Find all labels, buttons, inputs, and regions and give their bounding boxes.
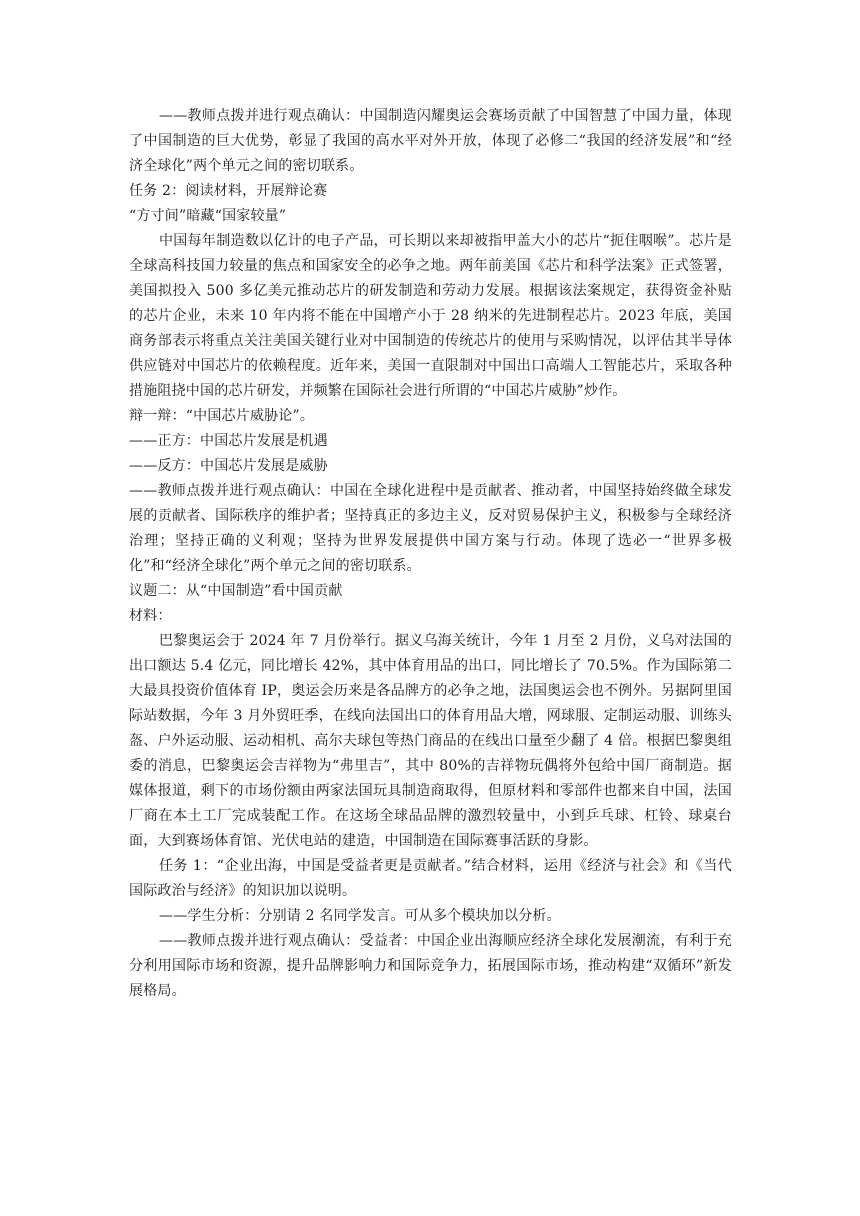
task-1-prompt: 任务 1：“企业出海，中国是受益者更是贡献者。”结合材料，运用《经济与社会》和《当代国际政治与经济》的知识加以说明。	[129, 858, 732, 899]
debate-con-side: ——反方：中国芯片发展是威胁	[129, 458, 328, 474]
document-page	[129, 104, 732, 1004]
topic-2-heading: 议题二：从“中国制造”看中国贡献	[129, 583, 343, 599]
debate-topic: 辩一辩：“中国芯片威胁论”。	[129, 408, 315, 424]
material-label: 材料：	[129, 608, 172, 624]
debate-pro-side: ——正方：中国芯片发展是机遇	[129, 433, 328, 449]
teacher-conclusion-paragraph: ——教师点拨并进行观点确认：受益者：中国企业出海顺应经济全球化发展潮流，有利于充分利用国际市场和资源，提升品牌影响力和国际竞争力，拓展国际市场，推动构建“双循环”新发展格局。	[129, 933, 732, 999]
student-analysis-paragraph: ——学生分析：分别请 2 名同学发言。可从多个模块加以分析。	[159, 908, 561, 924]
teacher-conclusion-paragraph: ——教师点拨并进行观点确认：中国在全球化进程中是贡献者、推动者，中国坚持始终做全球发展的贡献者、国际秩序的维护者；坚持真正的多边主义，反对贸易保护主义，积极参与全球经济治理；坚持正确的义利观；坚持为世界发展提供中国方案与行动。体现了选必一“世界多极化”和“经济全球化”两个单元之间的密切联系。	[129, 483, 732, 574]
teacher-conclusion-paragraph: ——教师点拨并进行观点确认：中国制造闪耀奥运会赛场贡献了中国智慧了中国力量，体现了中国制造的巨大优势，彰显了我国的高水平对外开放，体现了必修二“我国的经济发展”和“经济全球化”两个单元之间的密切联系。	[129, 108, 732, 174]
olympics-material-paragraph: 巴黎奥运会于 2024 年 7 月份举行。据义乌海关统计，今年 1 月至 2 月份，义乌对法国的出口额达 5.4 亿元，同比增长 42%，其中体育用品的出口，同比增长了 70.5%。作为国际第二大最具投资价值体育 IP，奥运会历来是各品牌方的必争之地，法国奥运会也不例外。另据阿里国际站数据，今年 3 月外贸旺季，在线向法国出口的体育用品大增，网球服、定制运动服、训练头盔、户外运动服、运动相机、高尔夫球包等热门商品的在线出口量至少翻了 4 倍。根据巴黎奥组委的消息，巴黎奥运会吉祥物为“弗里吉”，其中 80%的吉祥物玩偶将外包给中国厂商制造。据媒体报道，剩下的市场份额由两家法国玩具制造商取得，但原材料和零部件也都来自中国，法国厂商在本土工厂完成装配工作。在这场全球品品牌的激烈较量中，小到乒乓球、杠铃、球桌台面，大到赛场体育馆、光伏电站的建造，中国制造在国际赛事活跃的身影。	[129, 633, 732, 849]
task-2-heading: 任务 2：阅读材料，开展辩论赛	[129, 183, 328, 199]
chip-material-paragraph: 中国每年制造数以亿计的电子产品，可长期以来却被指甲盖大小的芯片“扼住咽喉”。芯片是全球高科技国力较量的焦点和国家安全的必争之地。两年前美国《芯片和科学法案》正式签署，美国拟投入 500 多亿美元推动芯片的研发制造和劳动力发展。根据该法案规定，获得资金补贴的芯片企业，未来 10 年内将不能在中国增产小于 28 纳米的先进制程芯片。2023 年底，美国商务部表示将重点关注美国关键行业对中国制造的传统芯片的使用与采购情况，以评估其半导体供应链对中国芯片的依赖程度。近年来，美国一直限制对中国出口高端人工智能芯片，采取各种措施阻挠中国的芯片研发，并频繁在国际社会进行所谓的“中国芯片威胁”炒作。	[129, 233, 732, 399]
material-title: “方寸间”暗藏“国家较量”	[129, 208, 287, 224]
